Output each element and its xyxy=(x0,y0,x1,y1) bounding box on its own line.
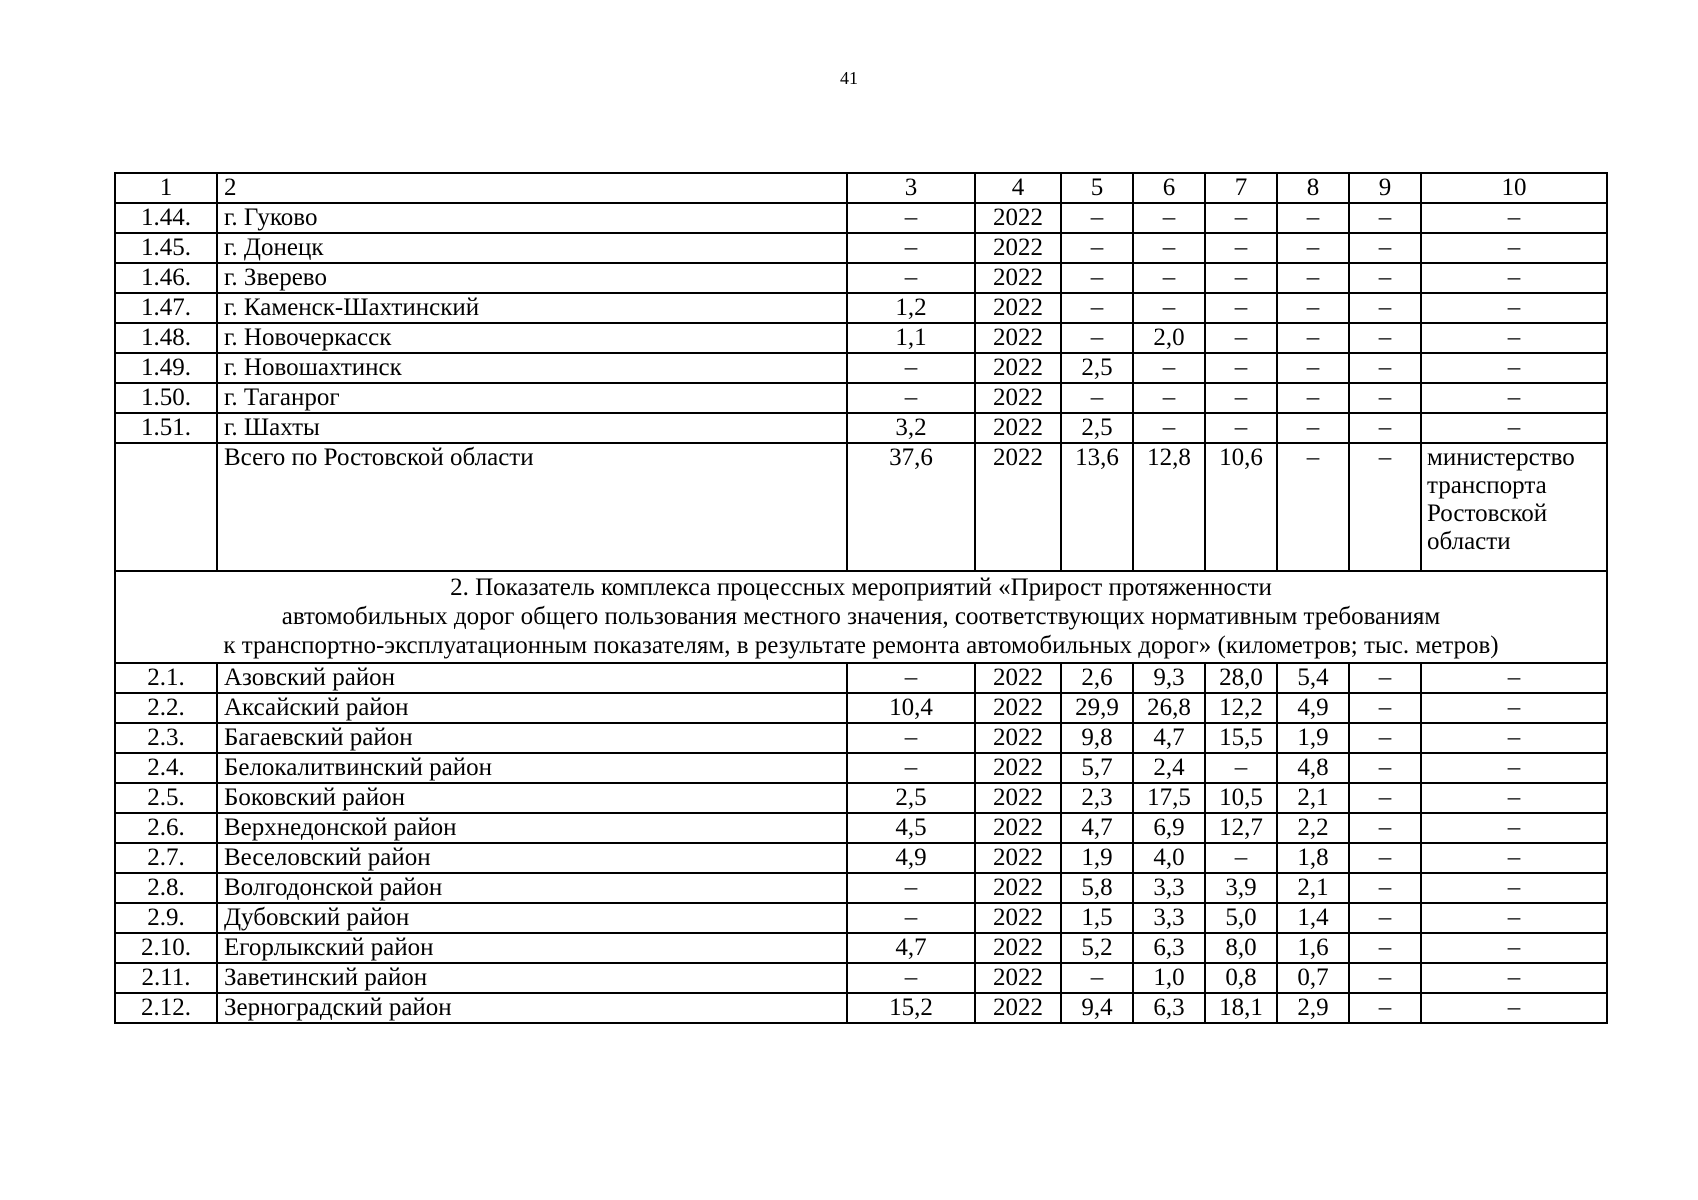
cell-col-6: 3,3 xyxy=(1133,903,1205,933)
cell-col-2: Верхнедонской район xyxy=(217,813,847,843)
cell-col-1: 1.47. xyxy=(115,293,217,323)
cell-col-5: 29,9 xyxy=(1061,693,1133,723)
table-row xyxy=(115,263,1607,293)
cell-col-9: – xyxy=(1349,783,1421,813)
cell-col-4: 2022 xyxy=(975,353,1061,383)
cell-col-2: г. Таганрог xyxy=(217,383,847,413)
cell-col-5: 13,6 xyxy=(1061,443,1133,571)
cell-col-10: – xyxy=(1421,843,1607,873)
cell-col-9: – xyxy=(1349,873,1421,903)
cell-col-10: – xyxy=(1421,203,1607,233)
cell-col-3: – xyxy=(847,663,975,693)
cell-col-10: – xyxy=(1421,233,1607,263)
cell-col-10: – xyxy=(1421,293,1607,323)
cell-col-4: 2022 xyxy=(975,753,1061,783)
cell-col-10: министерство транспорта Ростовской области xyxy=(1421,443,1607,571)
cell-col-2: Волгодонской район xyxy=(217,873,847,903)
cell-col-7: 7 xyxy=(1205,173,1277,203)
cell-col-6: – xyxy=(1133,233,1205,263)
cell-col-6: 4,0 xyxy=(1133,843,1205,873)
cell-col-3: 2,5 xyxy=(847,783,975,813)
cell-col-2: Боковский район xyxy=(217,783,847,813)
cell-col-9: – xyxy=(1349,203,1421,233)
indicator-table xyxy=(114,172,1608,1024)
cell-col-3: – xyxy=(847,723,975,753)
cell-col-1: 2.6. xyxy=(115,813,217,843)
table-row xyxy=(115,903,1607,933)
cell-col-9: – xyxy=(1349,293,1421,323)
cell-col-6: 6,9 xyxy=(1133,813,1205,843)
cell-col-9: – xyxy=(1349,843,1421,873)
cell-col-1: 2.9. xyxy=(115,903,217,933)
cell-col-1: 1.44. xyxy=(115,203,217,233)
cell-col-9: – xyxy=(1349,903,1421,933)
cell-col-4: 2022 xyxy=(975,933,1061,963)
cell-col-7: – xyxy=(1205,753,1277,783)
cell-col-2: г. Зверево xyxy=(217,263,847,293)
cell-col-1: 1.45. xyxy=(115,233,217,263)
cell-col-10: – xyxy=(1421,663,1607,693)
cell-col-3: 10,4 xyxy=(847,693,975,723)
cell-col-9: – xyxy=(1349,233,1421,263)
cell-col-6: – xyxy=(1133,383,1205,413)
cell-col-4: 2022 xyxy=(975,293,1061,323)
cell-col-10: – xyxy=(1421,323,1607,353)
cell-col-1: 2.2. xyxy=(115,693,217,723)
table-row xyxy=(115,993,1607,1023)
cell-col-6: 2,4 xyxy=(1133,753,1205,783)
cell-col-10: – xyxy=(1421,353,1607,383)
cell-col-6: 9,3 xyxy=(1133,663,1205,693)
cell-col-7: 12,7 xyxy=(1205,813,1277,843)
cell-col-7: – xyxy=(1205,203,1277,233)
cell-col-2: Аксайский район xyxy=(217,693,847,723)
cell-col-5: – xyxy=(1061,233,1133,263)
table-row xyxy=(115,233,1607,263)
table-row xyxy=(115,753,1607,783)
cell-col-4: 2022 xyxy=(975,813,1061,843)
cell-col-1: 2.7. xyxy=(115,843,217,873)
cell-col-6: – xyxy=(1133,353,1205,383)
cell-col-10: – xyxy=(1421,873,1607,903)
cell-col-9: – xyxy=(1349,933,1421,963)
cell-col-5: – xyxy=(1061,293,1133,323)
table-row xyxy=(115,783,1607,813)
cell-col-8: 4,8 xyxy=(1277,753,1349,783)
cell-col-8: 1,6 xyxy=(1277,933,1349,963)
cell-col-3: 3 xyxy=(847,173,975,203)
table-row xyxy=(115,383,1607,413)
table-row xyxy=(115,813,1607,843)
cell-col-1: 1.48. xyxy=(115,323,217,353)
cell-col-8: 0,7 xyxy=(1277,963,1349,993)
cell-col-7: – xyxy=(1205,413,1277,443)
cell-col-3: – xyxy=(847,233,975,263)
cell-col-5: – xyxy=(1061,263,1133,293)
cell-col-5: – xyxy=(1061,323,1133,353)
cell-col-3: 1,2 xyxy=(847,293,975,323)
cell-col-3: – xyxy=(847,753,975,783)
cell-col-1: 2.10. xyxy=(115,933,217,963)
cell-col-6: – xyxy=(1133,413,1205,443)
cell-col-9: – xyxy=(1349,693,1421,723)
cell-col-9: – xyxy=(1349,813,1421,843)
cell-col-8: 2,2 xyxy=(1277,813,1349,843)
cell-col-1 xyxy=(115,443,217,571)
cell-col-4: 2022 xyxy=(975,843,1061,873)
cell-col-6: 1,0 xyxy=(1133,963,1205,993)
cell-col-9: – xyxy=(1349,663,1421,693)
cell-col-10: – xyxy=(1421,813,1607,843)
cell-col-5: – xyxy=(1061,963,1133,993)
cell-col-10: – xyxy=(1421,903,1607,933)
table-row xyxy=(115,933,1607,963)
cell-col-7: 8,0 xyxy=(1205,933,1277,963)
cell-col-3: – xyxy=(847,873,975,903)
cell-col-3: 15,2 xyxy=(847,993,975,1023)
cell-col-8: – xyxy=(1277,293,1349,323)
cell-col-1: 1.49. xyxy=(115,353,217,383)
table-row xyxy=(115,693,1607,723)
cell-col-1: 2.8. xyxy=(115,873,217,903)
cell-col-4: 2022 xyxy=(975,443,1061,571)
cell-col-7: 28,0 xyxy=(1205,663,1277,693)
table-row xyxy=(115,203,1607,233)
cell-col-6: 6,3 xyxy=(1133,933,1205,963)
cell-col-4: 2022 xyxy=(975,413,1061,443)
cell-col-6: 17,5 xyxy=(1133,783,1205,813)
cell-col-5: 2,6 xyxy=(1061,663,1133,693)
cell-col-3: – xyxy=(847,903,975,933)
cell-col-3: – xyxy=(847,263,975,293)
cell-col-5: 9,4 xyxy=(1061,993,1133,1023)
cell-col-4: 2022 xyxy=(975,233,1061,263)
cell-col-9: – xyxy=(1349,443,1421,571)
cell-col-3: 4,9 xyxy=(847,843,975,873)
cell-col-7: – xyxy=(1205,233,1277,263)
cell-col-8: 2,1 xyxy=(1277,783,1349,813)
cell-col-3: – xyxy=(847,203,975,233)
cell-col-9: – xyxy=(1349,723,1421,753)
cell-col-7: 10,6 xyxy=(1205,443,1277,571)
cell-col-4: 2022 xyxy=(975,263,1061,293)
cell-col-2: Веселовский район xyxy=(217,843,847,873)
cell-col-3: – xyxy=(847,963,975,993)
cell-col-2: г. Шахты xyxy=(217,413,847,443)
cell-col-8: – xyxy=(1277,263,1349,293)
cell-col-5: 5,8 xyxy=(1061,873,1133,903)
cell-col-2: Зерноградский район xyxy=(217,993,847,1023)
cell-col-6: – xyxy=(1133,263,1205,293)
cell-col-9: – xyxy=(1349,963,1421,993)
cell-col-3: – xyxy=(847,353,975,383)
cell-col-8: 2,1 xyxy=(1277,873,1349,903)
table-row xyxy=(115,293,1607,323)
cell-col-8: – xyxy=(1277,323,1349,353)
total-row xyxy=(115,443,1607,571)
cell-col-2: Багаевский район xyxy=(217,723,847,753)
cell-col-6: 2,0 xyxy=(1133,323,1205,353)
cell-col-2: Всего по Ростовской области xyxy=(217,443,847,571)
cell-col-7: 15,5 xyxy=(1205,723,1277,753)
cell-col-8: – xyxy=(1277,443,1349,571)
cell-col-5: – xyxy=(1061,383,1133,413)
cell-col-4: 4 xyxy=(975,173,1061,203)
cell-col-10: – xyxy=(1421,693,1607,723)
cell-col-9: – xyxy=(1349,353,1421,383)
cell-col-10: – xyxy=(1421,993,1607,1023)
cell-col-2: Заветинский район xyxy=(217,963,847,993)
cell-col-4: 2022 xyxy=(975,963,1061,993)
table-row xyxy=(115,843,1607,873)
cell-col-2: Дубовский район xyxy=(217,903,847,933)
cell-col-7: – xyxy=(1205,263,1277,293)
cell-col-5: 2,5 xyxy=(1061,413,1133,443)
cell-col-8: – xyxy=(1277,413,1349,443)
table-row xyxy=(115,873,1607,903)
cell-col-2: г. Гуково xyxy=(217,203,847,233)
cell-col-10: – xyxy=(1421,263,1607,293)
cell-col-10: – xyxy=(1421,383,1607,413)
cell-col-4: 2022 xyxy=(975,873,1061,903)
cell-col-2: Белокалитвинский район xyxy=(217,753,847,783)
cell-col-3: 37,6 xyxy=(847,443,975,571)
cell-col-1: 1 xyxy=(115,173,217,203)
cell-col-4: 2022 xyxy=(975,783,1061,813)
cell-col-8: 8 xyxy=(1277,173,1349,203)
page-number: 41 xyxy=(840,68,858,88)
cell-col-7: – xyxy=(1205,323,1277,353)
cell-col-4: 2022 xyxy=(975,323,1061,353)
table-row xyxy=(115,663,1607,693)
cell-col-2: г. Новошахтинск xyxy=(217,353,847,383)
cell-col-6: 3,3 xyxy=(1133,873,1205,903)
cell-col-2: г. Донецк xyxy=(217,233,847,263)
cell-col-1: 2.4. xyxy=(115,753,217,783)
cell-col-6: – xyxy=(1133,203,1205,233)
cell-col-5: 2,5 xyxy=(1061,353,1133,383)
cell-col-8: 4,9 xyxy=(1277,693,1349,723)
cell-col-1: 2.5. xyxy=(115,783,217,813)
cell-col-6: 12,8 xyxy=(1133,443,1205,571)
cell-col-7: – xyxy=(1205,843,1277,873)
cell-col-1: 1.46. xyxy=(115,263,217,293)
cell-col-7: 12,2 xyxy=(1205,693,1277,723)
cell-col-10: 10 xyxy=(1421,173,1607,203)
cell-col-8: – xyxy=(1277,233,1349,263)
cell-col-6: 6 xyxy=(1133,173,1205,203)
cell-col-8: – xyxy=(1277,383,1349,413)
cell-col-1: 2.1. xyxy=(115,663,217,693)
cell-col-9: 9 xyxy=(1349,173,1421,203)
cell-col-2: 2 xyxy=(217,173,847,203)
cell-col-7: – xyxy=(1205,353,1277,383)
cell-col-6: 26,8 xyxy=(1133,693,1205,723)
cell-col-10: – xyxy=(1421,783,1607,813)
cell-col-5: 5,2 xyxy=(1061,933,1133,963)
cell-col-5: 9,8 xyxy=(1061,723,1133,753)
cell-col-4: 2022 xyxy=(975,723,1061,753)
cell-col-7: 5,0 xyxy=(1205,903,1277,933)
cell-col-3: 4,7 xyxy=(847,933,975,963)
table-row xyxy=(115,413,1607,443)
cell-col-7: 3,9 xyxy=(1205,873,1277,903)
cell-col-9: – xyxy=(1349,993,1421,1023)
cell-col-5: 2,3 xyxy=(1061,783,1133,813)
cell-col-3: 4,5 xyxy=(847,813,975,843)
cell-col-8: 2,9 xyxy=(1277,993,1349,1023)
section-title-line: к транспортно-эксплуатационным показателям, в результате ремонта автомобильных дорог» (километров; тыс. метров) xyxy=(223,632,1499,659)
cell-col-6: 6,3 xyxy=(1133,993,1205,1023)
cell-col-6: 4,7 xyxy=(1133,723,1205,753)
cell-col-8: 1,4 xyxy=(1277,903,1349,933)
cell-col-4: 2022 xyxy=(975,993,1061,1023)
cell-col-1: 1.50. xyxy=(115,383,217,413)
cell-col-9: – xyxy=(1349,263,1421,293)
cell-col-8: 1,9 xyxy=(1277,723,1349,753)
cell-col-2: Азовский район xyxy=(217,663,847,693)
cell-col-3: 1,1 xyxy=(847,323,975,353)
cell-col-4: 2022 xyxy=(975,903,1061,933)
cell-col-2: г. Каменск-Шахтинский xyxy=(217,293,847,323)
cell-col-2: Егорлыкский район xyxy=(217,933,847,963)
cell-col-1: 2.11. xyxy=(115,963,217,993)
header-row xyxy=(115,173,1607,203)
cell-col-5: 1,9 xyxy=(1061,843,1133,873)
table-row xyxy=(115,963,1607,993)
cell-col-10: – xyxy=(1421,413,1607,443)
cell-col-10: – xyxy=(1421,753,1607,783)
cell-col-8: 1,8 xyxy=(1277,843,1349,873)
cell-col-5: 5,7 xyxy=(1061,753,1133,783)
cell-col-9: – xyxy=(1349,323,1421,353)
cell-col-10: – xyxy=(1421,723,1607,753)
section-title-line: автомобильных дорог общего пользования местного значения, соответствующих нормативным требованиям xyxy=(281,603,1441,630)
table-row xyxy=(115,353,1607,383)
cell-col-5: 1,5 xyxy=(1061,903,1133,933)
section-title-line: 2. Показатель комплекса процессных мероприятий «Прирост протяженности xyxy=(450,574,1272,601)
section-title-row xyxy=(115,571,1607,663)
cell-col-10: – xyxy=(1421,933,1607,963)
cell-col-3: – xyxy=(847,383,975,413)
table-row xyxy=(115,323,1607,353)
table-row xyxy=(115,723,1607,753)
section-title xyxy=(115,571,1607,663)
cell-col-9: – xyxy=(1349,753,1421,783)
cell-col-8: – xyxy=(1277,353,1349,383)
cell-col-4: 2022 xyxy=(975,663,1061,693)
cell-col-4: 2022 xyxy=(975,383,1061,413)
cell-col-5: – xyxy=(1061,203,1133,233)
cell-col-7: – xyxy=(1205,293,1277,323)
cell-col-10: – xyxy=(1421,963,1607,993)
cell-col-3: 3,2 xyxy=(847,413,975,443)
cell-col-1: 2.3. xyxy=(115,723,217,753)
cell-col-7: – xyxy=(1205,383,1277,413)
cell-col-1: 2.12. xyxy=(115,993,217,1023)
cell-col-9: – xyxy=(1349,383,1421,413)
cell-col-8: 5,4 xyxy=(1277,663,1349,693)
cell-col-7: 0,8 xyxy=(1205,963,1277,993)
cell-col-9: – xyxy=(1349,413,1421,443)
cell-col-7: 18,1 xyxy=(1205,993,1277,1023)
cell-col-5: 5 xyxy=(1061,173,1133,203)
cell-col-7: 10,5 xyxy=(1205,783,1277,813)
cell-col-1: 1.51. xyxy=(115,413,217,443)
cell-col-6: – xyxy=(1133,293,1205,323)
cell-col-2: г. Новочеркасск xyxy=(217,323,847,353)
cell-col-4: 2022 xyxy=(975,203,1061,233)
cell-col-5: 4,7 xyxy=(1061,813,1133,843)
cell-col-4: 2022 xyxy=(975,693,1061,723)
cell-col-8: – xyxy=(1277,203,1349,233)
